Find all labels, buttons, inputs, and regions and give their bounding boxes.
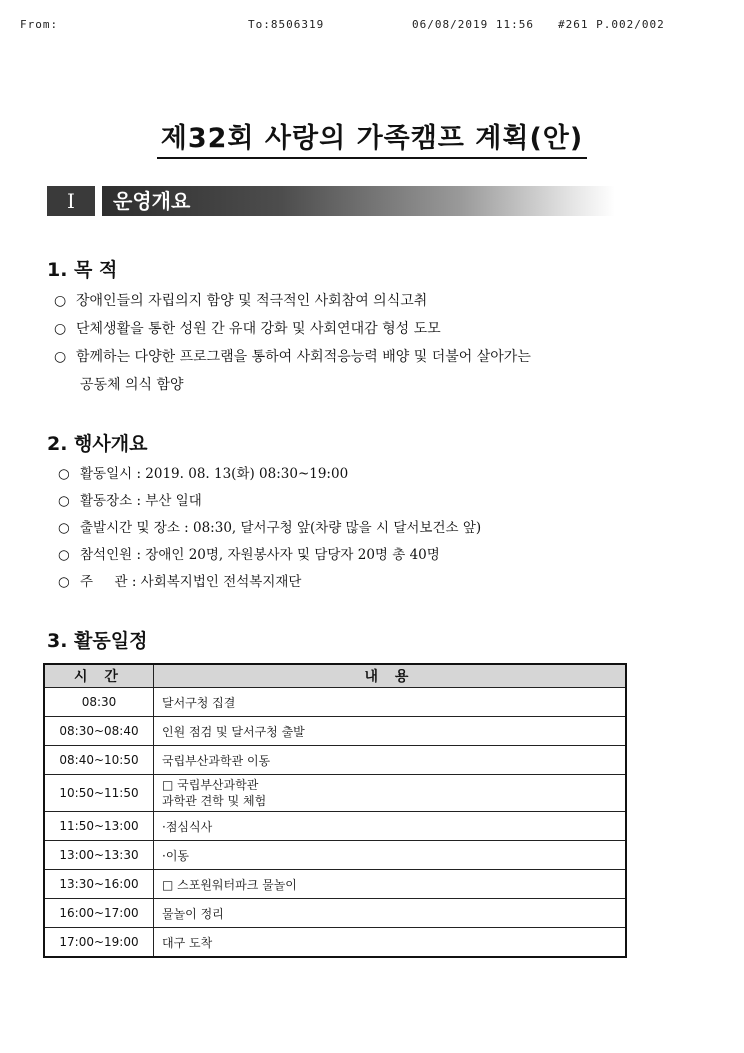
column-header-content: 내 용 (154, 664, 627, 688)
time-cell: 13:00~13:30 (44, 841, 154, 870)
table-row (44, 928, 626, 958)
table-row (44, 717, 626, 746)
circle-bullet-icon: ○ (58, 493, 70, 509)
section-bar (47, 186, 615, 216)
content-cell: 달서구청 집결 (154, 688, 627, 717)
table-row (44, 746, 626, 775)
content-cell: 물놀이 정리 (154, 899, 627, 928)
list-item-continuation: 공동체 의식 함양 (80, 377, 184, 393)
circle-bullet-icon: ○ (54, 321, 67, 337)
fax-header (20, 18, 724, 34)
table-row (44, 688, 626, 717)
circle-bullet-icon: ○ (58, 547, 70, 563)
document-title-wrap (0, 116, 744, 155)
overview-list (58, 461, 481, 596)
content-line: □ 국립부산과학관 (162, 778, 259, 792)
time-cell: 16:00~17:00 (44, 899, 154, 928)
circle-bullet-icon: ○ (54, 293, 67, 309)
overview-heading: 2. 행사개요 (47, 433, 148, 455)
circle-bullet-icon: ○ (54, 349, 67, 365)
table-row (44, 841, 626, 870)
list-item: ○ 주 관 : 사회복지법인 전석복지재단 (58, 569, 481, 596)
content-cell: ·이동 (154, 841, 627, 870)
list-item: ○ 출발시간 및 장소 : 08:30, 달서구청 앞(차량 많을 시 달서보건소 앞) (58, 515, 481, 542)
fax-from: From: (20, 18, 59, 31)
list-item: ○ 단체생활을 통한 성원 간 유대 강화 및 사회연대감 형성 도모 (54, 315, 531, 343)
content-line: 과학관 견학 및 체험 (162, 794, 267, 808)
content-cell (154, 775, 627, 812)
time-cell: 13:30~16:00 (44, 870, 154, 899)
time-cell: 08:40~10:50 (44, 746, 154, 775)
table-row (44, 899, 626, 928)
list-item: ○ 활동일시 : 2019. 08. 13(화) 08:30~19:00 (58, 461, 481, 488)
content-cell: 대구 도착 (154, 928, 627, 958)
list-item: ○ 함께하는 다양한 프로그램을 통하여 사회적응능력 배양 및 더불어 살아가는 (54, 343, 531, 371)
fax-to: To:8506319 (248, 18, 325, 31)
content-cell: □ 스포원워터파크 물놀이 (154, 870, 627, 899)
document-title: 제32회 사랑의 가족캠프 계획(안) (157, 123, 587, 159)
column-header-time: 시 간 (44, 664, 154, 688)
schedule-heading: 3. 활동일정 (47, 630, 148, 652)
time-cell: 17:00~19:00 (44, 928, 154, 958)
section-title: 운영개요 (113, 189, 191, 213)
section-number: Ⅰ (47, 186, 95, 216)
list-item: ○ 활동장소 : 부산 일대 (58, 488, 481, 515)
fax-datetime: 06/08/2019 11:56 (412, 18, 534, 31)
circle-bullet-icon: ○ (58, 520, 70, 536)
circle-bullet-icon: ○ (58, 466, 70, 482)
list-item: ○ 장애인들의 자립의지 함양 및 적극적인 사회참여 의식고취 (54, 287, 531, 315)
table-row (44, 775, 626, 812)
schedule-table (43, 663, 627, 958)
table-row (44, 812, 626, 841)
content-cell: 국립부산과학관 이동 (154, 746, 627, 775)
time-cell: 10:50~11:50 (44, 775, 154, 812)
content-cell: 인원 점검 및 달서구청 출발 (154, 717, 627, 746)
fax-page: #261 P.002/002 (558, 18, 665, 31)
purpose-list (54, 287, 531, 399)
time-cell: 11:50~13:00 (44, 812, 154, 841)
content-cell: ·점심식사 (154, 812, 627, 841)
table-row (44, 870, 626, 899)
circle-bullet-icon: ○ (58, 574, 70, 590)
list-item: ○ 참석인원 : 장애인 20명, 자원봉사자 및 담당자 20명 총 40명 (58, 542, 481, 569)
time-cell: 08:30~08:40 (44, 717, 154, 746)
purpose-heading: 1. 목 적 (47, 259, 118, 281)
time-cell: 08:30 (44, 688, 154, 717)
table-header-row (44, 664, 626, 688)
